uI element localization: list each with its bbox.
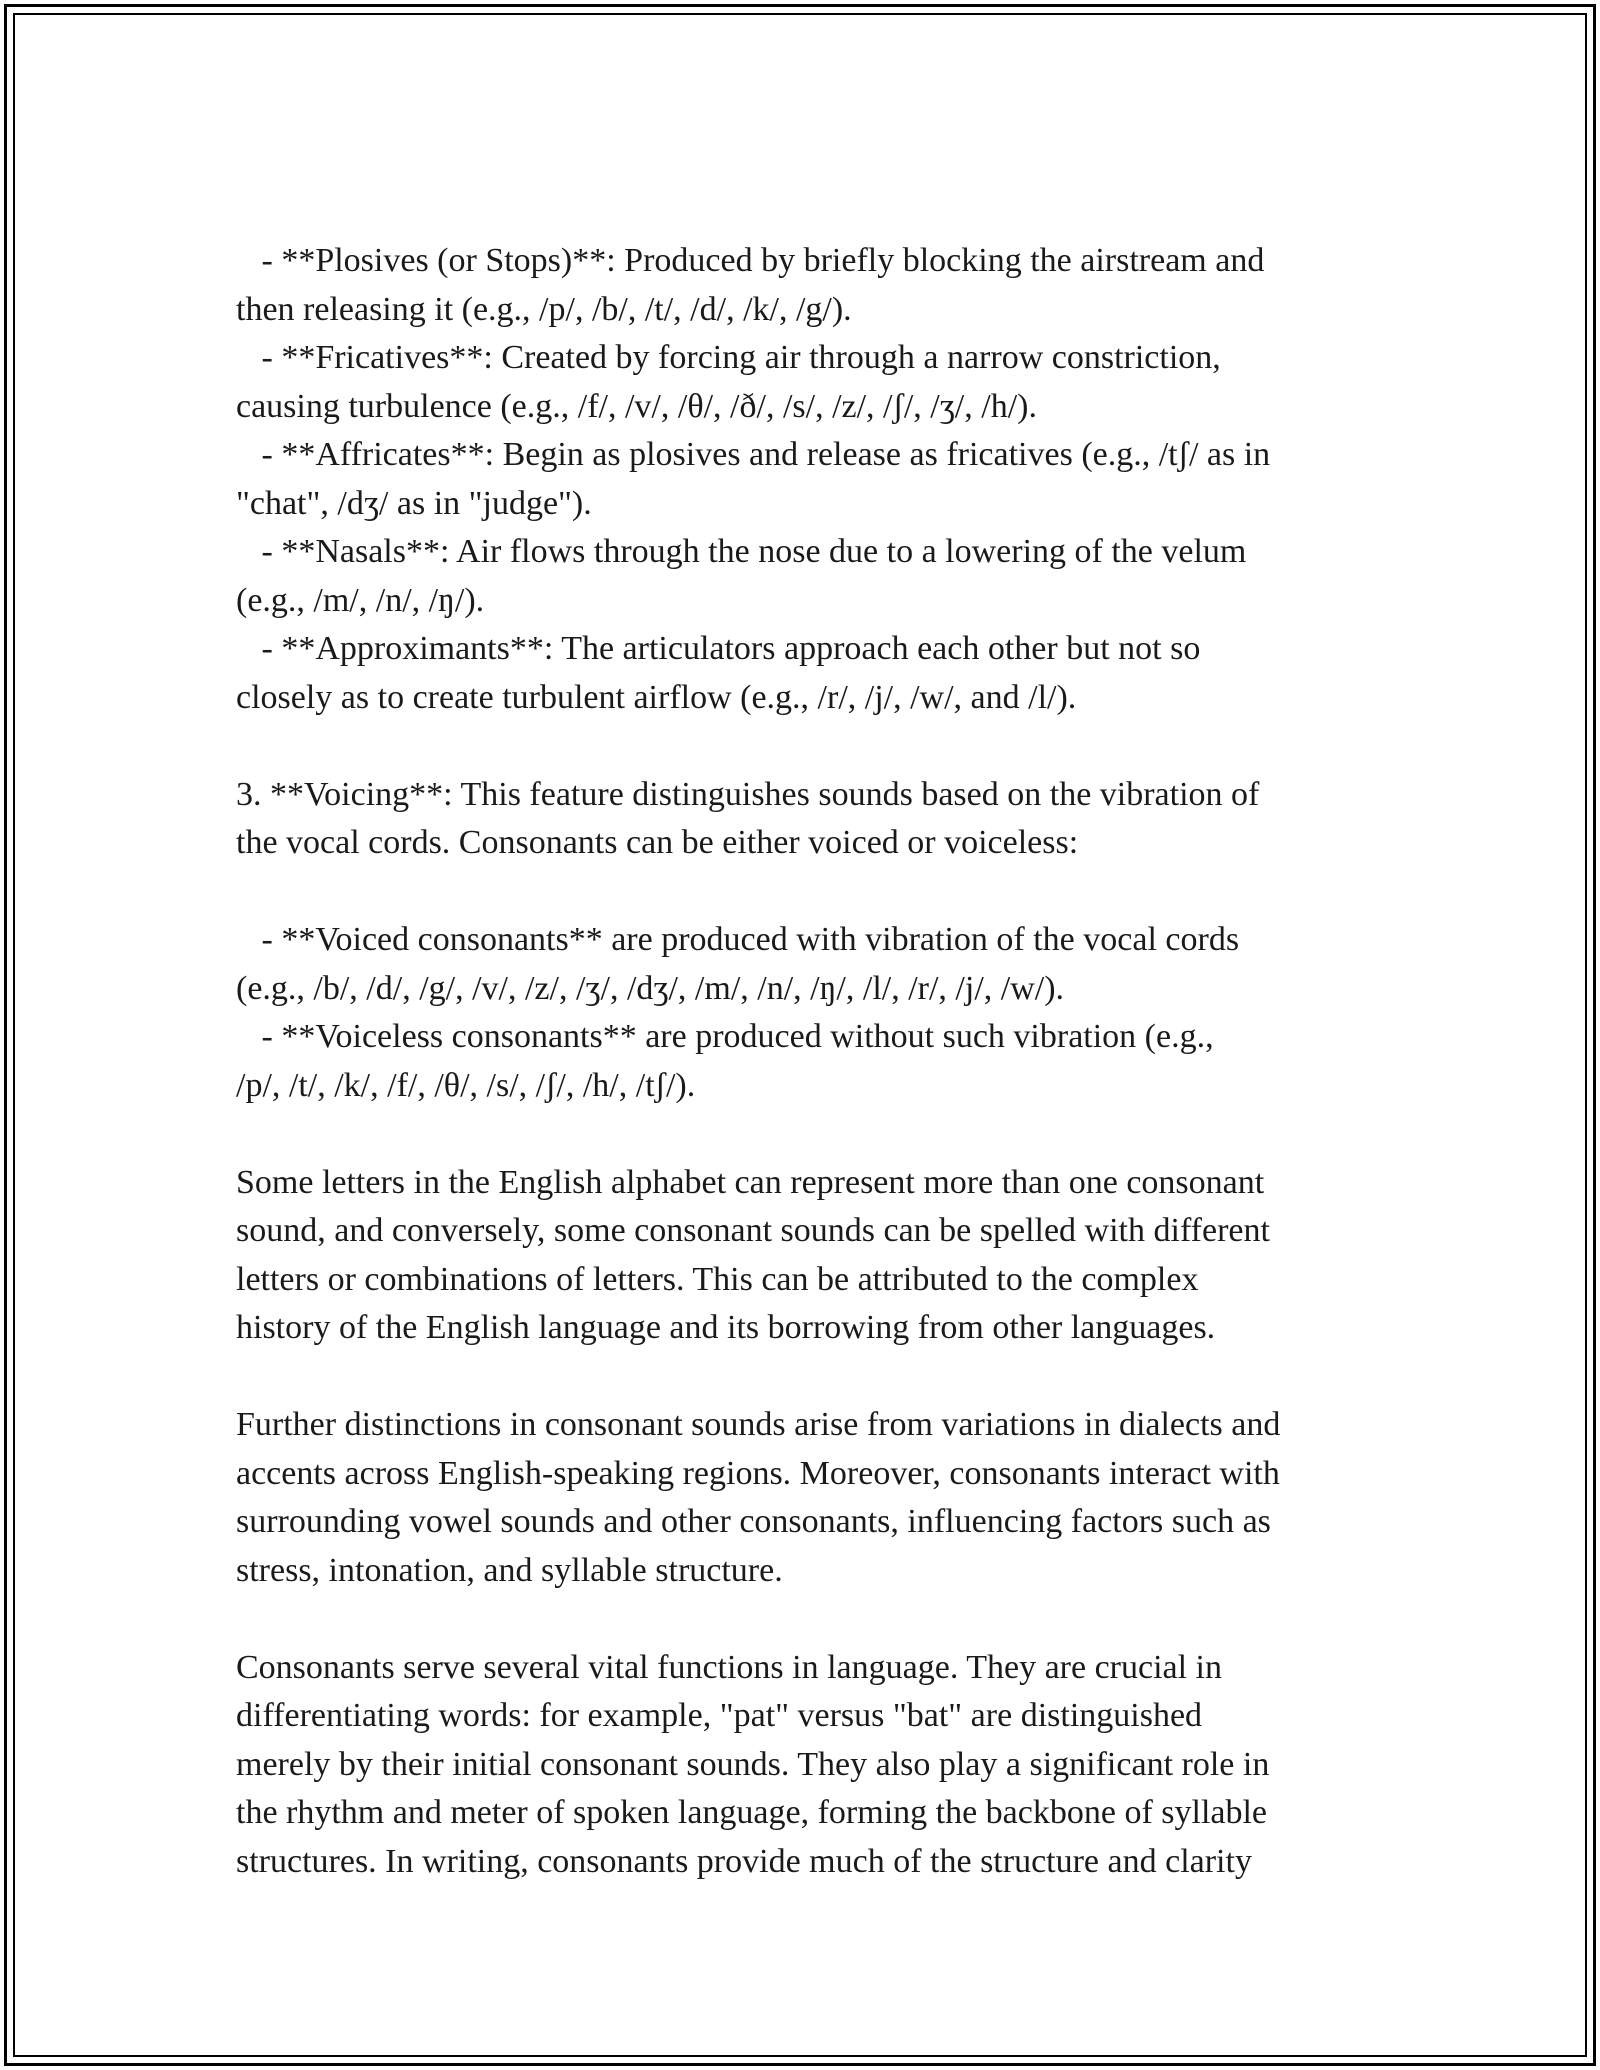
text-line: the vocal cords. Consonants can be either voiced or voiceless:	[236, 824, 1079, 861]
text-line: Some letters in the English alphabet can represent more than one consonant	[236, 1163, 1265, 1201]
text-line: letters or combinations of letters. This can be attributed to the complex	[236, 1260, 1199, 1298]
text-line: - **Voiced consonants** are produced with vibration of the vocal cords	[236, 921, 1240, 958]
text-line: the rhythm and meter of spoken language, forming the backbone of syllable	[236, 1794, 1268, 1831]
text-line: "chat", /dʒ/ as in "judge").	[236, 484, 592, 522]
text-line: - **Fricatives**: Created by forcing air through a narrow constriction,	[236, 339, 1221, 376]
paragraph-gap	[236, 868, 1386, 917]
text-line: surrounding vowel sounds and other consonants, influencing factors such as	[236, 1503, 1271, 1540]
text-line: - **Nasals**: Air flows through the nose due to a lowering of the velum	[236, 533, 1247, 570]
text-line: stress, intonation, and syllable structure.	[236, 1551, 783, 1589]
text-line: causing turbulence (e.g., /f/, /v/, /θ/, /ð/, /s/, /z/, /ʃ/, /ʒ/, /h/).	[236, 387, 1037, 425]
text-line: structures. In writing, consonants provide much of the structure and clarity	[236, 1842, 1252, 1880]
text-line: closely as to create turbulent airflow (e.g., /r/, /j/, /w/, and /l/).	[236, 678, 1077, 716]
text-line: merely by their initial consonant sounds. They also play a significant role in	[236, 1745, 1270, 1783]
text-line: sound, and conversely, some consonant sounds can be spelled with different	[236, 1212, 1270, 1249]
text-line: - **Affricates**: Begin as plosives and release as fricatives (e.g., /tʃ/ as in	[236, 436, 1271, 473]
paragraph-gap	[236, 722, 1386, 771]
text-line: - **Voiceless consonants** are produced without such vibration (e.g.,	[236, 1018, 1214, 1055]
paragraph-gap	[236, 1595, 1386, 1644]
text-line: 3. **Voicing**: This feature distinguishes sounds based on the vibration of	[236, 775, 1260, 813]
text-line: - **Plosives (or Stops)**: Produced by briefly blocking the airstream and	[236, 242, 1265, 279]
text-line: then releasing it (e.g., /p/, /b/, /t/, /d/, /k/, /g/).	[236, 290, 852, 328]
text-line: Further distinctions in consonant sounds arise from variations in dialects and	[236, 1406, 1281, 1443]
text-line: differentiating words: for example, "pat" versus "bat" are distinguished	[236, 1697, 1203, 1734]
text-line: (e.g., /b/, /d/, /g/, /v/, /z/, /ʒ/, /dʒ/, /m/, /n/, /ŋ/, /l/, /r/, /j/, /w/).	[236, 969, 1065, 1007]
text-line: /p/, /t/, /k/, /f/, /θ/, /s/, /ʃ/, /h/, /tʃ/).	[236, 1066, 696, 1104]
text-line: - **Approximants**: The articulators approach each other but not so	[236, 630, 1201, 667]
text-line: (e.g., /m/, /n/, /ŋ/).	[236, 581, 485, 619]
document-body	[236, 237, 1386, 1886]
text-line: Consonants serve several vital functions in language. They are crucial in	[236, 1648, 1222, 1686]
paragraph-gap	[236, 1353, 1386, 1402]
text-line: accents across English-speaking regions. Moreover, consonants interact with	[236, 1454, 1280, 1492]
paragraph-gap	[236, 1110, 1386, 1159]
text-line: history of the English language and its borrowing from other languages.	[236, 1309, 1216, 1346]
